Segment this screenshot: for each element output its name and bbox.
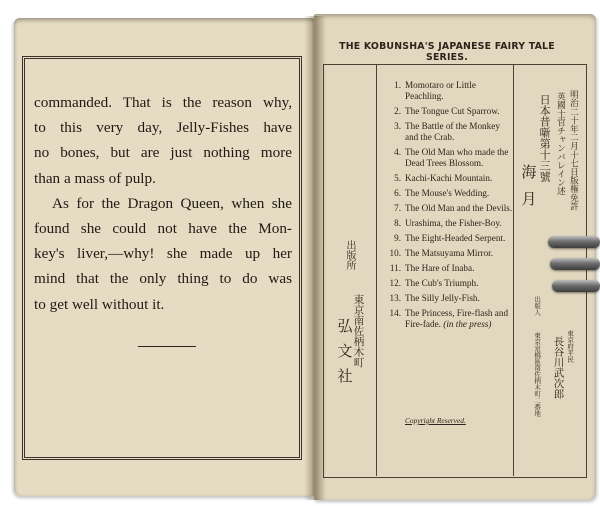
jp-series-number: 日本昔噺第十三號 bbox=[538, 94, 552, 182]
series-list-item: 9. The Eight-Headed Serpent. bbox=[394, 233, 506, 243]
in-press-note: (in the press) bbox=[443, 319, 492, 329]
series-list bbox=[385, 80, 513, 334]
series-title: THE KOBUNSHA'S JAPANESE FAIRY TALE SERIES. bbox=[339, 41, 555, 63]
story-text bbox=[34, 90, 292, 317]
jp-publisher-label: 出版所 bbox=[344, 240, 355, 270]
column-divider bbox=[376, 64, 377, 476]
binding-clip-bar bbox=[550, 258, 600, 270]
story-line: to this very day, Jelly-Fishes have bbox=[34, 119, 292, 137]
jp-publisher-role: 出版人 bbox=[533, 296, 542, 316]
series-list-item: 4. The Old Man who made the Dead Trees Blossom. bbox=[394, 147, 509, 168]
binding-clip-bar bbox=[552, 280, 600, 292]
story-line: key's liver,—why! she made up her bbox=[34, 245, 292, 263]
binding-clip bbox=[548, 232, 598, 298]
story-line: mind that the only thing to do was bbox=[34, 270, 292, 288]
story-line: no bones, but are just nothing more bbox=[34, 144, 292, 162]
story-line: than a mass of pulp. bbox=[34, 169, 156, 187]
jp-date-line: 明治二十年二月十七日版権免許 bbox=[568, 90, 579, 211]
jp-small-note: 東京京橋區南佐柄木町二番地 bbox=[533, 332, 542, 417]
jp-publisher-address: 東京南佐柄木町 bbox=[352, 294, 365, 368]
series-list-item: 5. Kachi-Kachi Mountain. bbox=[394, 173, 493, 183]
series-list-item: 2. The Tongue Cut Sparrow. bbox=[394, 106, 500, 116]
series-list-item: 10. The Matsuyama Mirror. bbox=[389, 248, 494, 258]
story-line: As for the Dragon Queen, when she bbox=[52, 194, 292, 212]
series-list-item: 13. The Silly Jelly-Fish. bbox=[389, 293, 480, 303]
jp-person-name: 長谷川武次郎 bbox=[552, 336, 565, 399]
series-list-item: 6. The Mouse's Wedding. bbox=[394, 188, 490, 198]
series-list-item: 11. The Hare of Inaba. bbox=[389, 263, 475, 273]
jp-translator-line: 英國士官チャンバレイン述 bbox=[555, 92, 566, 196]
end-rule bbox=[138, 346, 196, 347]
story-line: found she could not have the Mon- bbox=[34, 220, 292, 238]
series-list-item: 14. The Princess, Fire-flash and Fire-fade. (in the press) bbox=[389, 308, 509, 329]
jp-publisher-name: 弘文社 bbox=[335, 318, 354, 393]
copyright-notice: Copyright Reserved. bbox=[405, 416, 466, 425]
series-list-item: 12. The Cub's Triumph. bbox=[389, 278, 479, 288]
series-list-item: 8. Urashima, the Fisher-Boy. bbox=[394, 218, 502, 228]
binding-clip-bar bbox=[548, 236, 600, 248]
jp-small-address: 東京府平民 bbox=[566, 330, 575, 363]
series-list-item: 3. The Battle of the Monkey and the Crab. bbox=[394, 121, 500, 142]
jp-book-title: 海月 bbox=[519, 164, 538, 218]
series-list-item: 7. The Old Man and the Devils. bbox=[394, 203, 513, 213]
series-list-item: 1. Momotaro or Little Peachling. bbox=[394, 80, 476, 101]
story-line: commanded. That is the reason why, bbox=[34, 94, 292, 111]
story-line: to get well without it. bbox=[34, 295, 165, 313]
column-divider bbox=[513, 64, 514, 476]
